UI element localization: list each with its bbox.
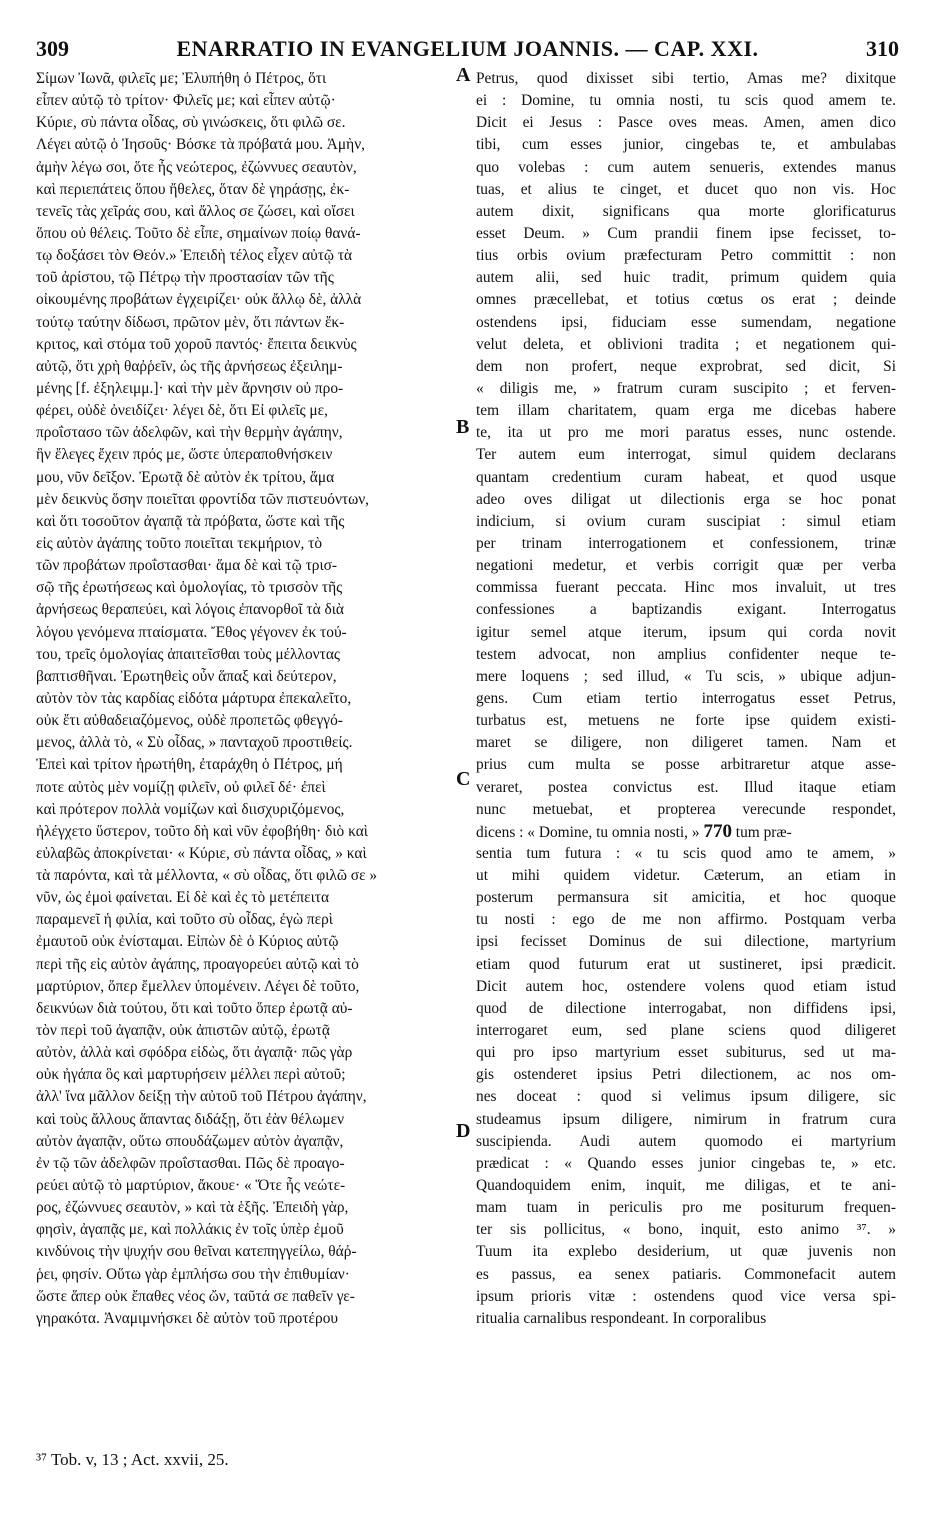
greek-text-line: γηρακότα. Ἀναμιμνήσκει δὲ αὐτὸν τοῦ προτέρου (36, 1309, 339, 1327)
latin-text-line (476, 821, 896, 843)
latin-text-line: esset Deum. » Cum prandii finem ipse fecisset, to- (476, 224, 896, 242)
latin-text-line: ei : Domine, tu omnia nosti, tu scis quod amem te. (476, 92, 896, 110)
latin-text-line: tu nosti : ego de me non affirmo. Postquam verba (476, 911, 896, 929)
greek-text-line: Ἐπεὶ καὶ τρίτον ἠρωτήθη, ἐταράχθη ὁ Πέτρος, μή (36, 756, 343, 774)
latin-text-line: es passus, ea senex patiaris. Commonefacit autem (476, 1265, 896, 1283)
latin-text-line: Tuum ita explebo desiderium, ut quæ juvenis non (476, 1243, 896, 1261)
latin-text-line: tem illam charitatem, quam erga me dicebas habere (476, 402, 896, 420)
right-page-number: 310 (866, 36, 899, 61)
latin-text-line: « diligis me, » fratrum curam suscipito ; et ferven- (476, 379, 896, 397)
latin-text-line: ter sis pollicitus, « bono, inquit, esto animo ³⁷. » (476, 1221, 896, 1239)
latin-text-line: tuas, et alius te cinget, et ducet quo non vis. Hoc (476, 180, 896, 198)
greek-text-line: παραμενεῖ ἡ φιλία, καὶ τοῦτο σὺ οἶδας, ἐγὼ περὶ (36, 911, 333, 929)
latin-text-line: prædicat : « Quando esses junior cingebas te, » etc. (476, 1154, 896, 1172)
latin-text-line: confessiones a baptizandis exigant. Interrogatus (476, 601, 896, 619)
greek-text-line: τῶν προβάτων προΐστασθαι· ἅμα δὲ καὶ τῷ τρισ- (36, 557, 338, 575)
left-page-number: 309 (36, 36, 69, 61)
greek-text-line: ὅπου οὐ θέλεις. Τοῦτο δὲ εἶπε, σημαίνων ποίῳ θανά- (36, 224, 361, 242)
latin-text-line: nunc metuebat, et propterea verecunde respondet, (476, 800, 896, 818)
greek-text-line: Λέγει αὐτῷ ὁ Ἰησοῦς· Βόσκε τὰ πρόβατά μου. Ἀμὴν, (36, 136, 366, 154)
latin-text-line: ipsum prioris vitæ : ostendens quod vice versa spi- (476, 1287, 896, 1305)
latin-text-line: quantam credentium curam habeat, et quod usque (476, 468, 896, 486)
latin-text-line: tius orbis ovium præfecturam Petro committit : non (476, 247, 896, 265)
greek-text-line: τοῦ ἀρίστου, τῷ Πέτρῳ τὴν προστασίαν τῶν τῆς (36, 269, 334, 287)
greek-text-line: ποτε αὐτὸς μὲν νομίζῃ φιλεῖν, οὐ φιλεῖ δέ· ἐπεὶ (36, 778, 326, 796)
greek-text-line: μου, νῦν δεῖξον. Ἐρωτᾷ δὲ αὐτὸν ἐκ τρίτου, ἅμα (36, 468, 335, 486)
greek-text-line: τῳ δοξάσει τὸν Θεόν.» Ἐπειδὴ τέλος εἶχεν αὐτῷ τὰ (36, 247, 353, 265)
latin-text-line: commissa fuerant peccata. Hinc mos invaluit, ut tres (476, 579, 896, 597)
greek-text-line: οἰκουμένης προβάτων ἐγχειρίζει· οὐκ ἄλλῳ δὲ, ἀλλὰ (36, 291, 362, 309)
latin-text-line: Petrus, quod dixisset sibi tertio, Amas me? dixitque (476, 70, 896, 87)
greek-text-line: ἣν ἔλεγες ἔχειν πρός με, ὥστε ὑπεραποθνήσκειν (36, 446, 333, 464)
greek-text-line: καὶ πρότερον πολλὰ νομίζων καὶ διισχυριζόμενος, (36, 800, 345, 818)
greek-text-line: μένης [f. ἐξηλειμμ.]· καὶ τὴν μὲν ἄρνησιν οὐ προ- (36, 379, 344, 397)
latin-text-line: dem non profert, neque exprobrat, sed dicit, Si (476, 357, 896, 375)
greek-text-line: ῥει, φησίν. Οὕτω γὰρ ἐμπλήσω σου τὴν ἐπιθυμίαν· (36, 1265, 350, 1283)
latin-text-line: posterum permansura sit amicitia, et hoc quoque (476, 889, 896, 907)
greek-text-line: βαπτισθῆναι. Ἐρωτηθεὶς οὖν ἅπαξ καὶ δεύτερον, (36, 667, 337, 685)
greek-text-line: αὐτὸν ἀγαπᾷν, οὕτω σπουδάζωμεν αὐτὸν ἀγαπᾷν, (36, 1132, 344, 1150)
greek-text-line: ἀμὴν λέγω σοι, ὅτε ἦς νεώτερος, ἐζώννυες σεαυτὸν, (36, 158, 357, 176)
greek-text-line: εἰς αὐτὸν ἀγάπης τοῦτο ποιεῖται τεκμήριον, τὸ (36, 534, 323, 552)
running-title: ENARRATIO IN EVANGELIUM JOANNIS. — CAP. XXI. (176, 36, 759, 61)
latin-text-line: maret se diligere, non diligeret tamen. Nam et (476, 734, 896, 752)
greek-text-line: οὐκ ἠγάπα ὃς καὶ μαρτυρήσειν μέλλει περὶ αὐτοῦ; (36, 1066, 346, 1084)
greek-text-line: τὰ παρόντα, καὶ τὰ μέλλοντα, « σὺ οἶδας, ὅτι φιλῶ σε » (36, 867, 378, 885)
greek-text-line: ἐμαυτοῦ οὐκ ἐνίσταμαι. Εἰπὼν δὲ ὁ Κύριος αὐτῷ (36, 933, 339, 951)
latin-text-line: gens. Cum etiam tertio interrogatus esset Petrus, (476, 689, 896, 707)
greek-text-line: αὐτὸν τὸν τὰς καρδίας εἰδότα μάρτυρα ἐπεκαλεῖτο, (36, 689, 352, 707)
greek-text-line: αὐτὸν, ἀλλὰ καὶ σφόδρα εἰδὼς, ὅτι ἀγαπᾷ· πῶς γὰρ (36, 1044, 353, 1062)
latin-text-line: etiam quod futurum erat ut sustineret, ipsi prædicit. (476, 955, 896, 973)
latin-text-line: ritualia carnalibus respondeant. In corporalibus (476, 1309, 767, 1327)
latin-text-line: indicium, si ovium curam suscipiat : simul etiam (476, 512, 896, 530)
greek-text-line: ρεύει αὐτῷ τὸ μαρτύριον, ἄκουε· « Ὅτε ἦς νεώτε- (36, 1177, 346, 1195)
greek-text-line: νῦν, ὡς ἐμοὶ φαίνεται. Εἰ δὲ καὶ ἐς τὸ μετέπειτα (36, 889, 330, 907)
latin-text-line: negationi medetur, et verbis corrigit quæ per verba (476, 557, 896, 575)
latin-text-line: turbatus est, metuens ne forte ipse quidem existi- (476, 712, 896, 730)
greek-text-line: οὐκ ἔτι αὐθαδειαζόμενος, οὐδὲ προπετῶς φθεγγό- (36, 712, 343, 730)
greek-text-line: τενεῖς τὰς χεῖράς σου, καὶ ἄλλος σε ζώσει, καὶ οἴσει (36, 202, 355, 220)
section-marker-c: C (456, 768, 471, 790)
latin-text-line: studeamus ipsum diligere, nimirum in fratrum cura (476, 1110, 896, 1128)
latin-text-line: prius cum multa se posse arbitraretur atque asse- (476, 756, 896, 774)
latin-text-line: mere loquens ; sed illud, « Tu scis, » ubique adjun- (476, 667, 896, 685)
greek-text-line: μενος, ἀλλὰ τὸ, « Σὺ οἶδας, » πανταχοῦ προστιθείς. (36, 734, 353, 752)
greek-text-line: καὶ τοὺς ἄλλους ἅπαντας διδάξῃ, ὅτι ἐὰν θέλωμεν (36, 1110, 345, 1128)
latin-text-line: gis ostenderet ipsius Petri dilectionem, ac nos om- (476, 1066, 896, 1084)
greek-text-line: Σίμων Ἰωνᾶ, φιλεῖς με; Ἐλυπήθη ὁ Πέτρος, ὅτι (36, 70, 327, 87)
latin-text-line: Dicit ei Jesus : Pasce oves meas. Amen, amen dico (476, 114, 896, 132)
footnote: ³⁷ Tob. v, 13 ; Act. xxvii, 25. (36, 1450, 229, 1469)
latin-text-line: autem dixit, significans qua morte glorificaturus (476, 202, 896, 220)
latin-text-line: nes doceat : quod si velimus ipsum diligere, sic (476, 1088, 896, 1106)
greek-text-line: καὶ ὅτι τοσοῦτον ἀγαπᾷ τὰ πρόβατα, ὥστε καὶ τῆς (36, 512, 345, 530)
section-marker-d: D (456, 1120, 471, 1142)
latin-text-line: velut deleta, et oblivioni tradita ; et negationem qui- (476, 335, 896, 353)
latin-text-line: suscipienda. Audi autem quomodo ei martyrium (476, 1132, 896, 1150)
latin-text-line: mam tuam in periculis pro me positurum frequen- (476, 1199, 896, 1217)
latin-text-column (476, 68, 896, 1330)
greek-text-line: σῷ τῆς ἐρωτήσεως καὶ ὁμολογίας, τὸ τρισσὸν τῆς (36, 579, 343, 597)
greek-text-line: περὶ τῆς εἰς αὐτὸν ἀγάπης, προαγορεύει αὐτῷ καὶ τὸ (36, 955, 359, 973)
greek-text-column (36, 68, 456, 1330)
latin-text-line: per trinam interrogationem et confessionem, trinæ (476, 534, 896, 552)
latin-text-line: quo volebas : cum autem senueris, extendes manus (476, 158, 896, 176)
greek-text-line: ρος, ἐζώννυες σεαυτὸν, » καὶ τὰ ἑξῆς. Ἐπειδὴ γὰρ, (36, 1199, 349, 1217)
greek-text-line: ἀρνήσεως θεραπεύει, καὶ λόγοις ἐπανορθοῖ τὰ διὰ (36, 601, 344, 619)
greek-text-line: ἐν τῷ τῶν ἀδελφῶν προΐστασθαι. Πῶς δὲ προαγο- (36, 1154, 345, 1172)
greek-text-line: κριτος, καὶ στόμα τοῦ χοροῦ παντός· ἔπειτα δεικνὺς (36, 335, 357, 353)
latin-text-segment: dicens : « Domine, tu omnia nosti, » (476, 823, 700, 841)
greek-text-line: καὶ περιεπάτεις ὅπου ἤθελες, ὅταν δὲ γηράσῃς, ἐκ- (36, 180, 350, 198)
greek-text-line: δεικνύων διὰ τούτου, ὅτι καὶ τοῦτο ὅπερ ἐρωτᾷ αὐ- (36, 999, 353, 1017)
greek-text-line: ὥστε ἅπερ οὐκ ἔπαθες νέος ὤν, ταῦτά σε παθεῖν γε- (36, 1287, 355, 1305)
column-number: 770 (703, 820, 732, 842)
section-marker-a: A (456, 64, 471, 86)
greek-text-line: Κύριε, σὺ πάντα οἶδας, σὺ γινώσκεις, ὅτι φιλῶ σε. (36, 114, 346, 132)
latin-text-line: Dicit autem hoc, ostendere volens quod etiam istud (476, 977, 896, 995)
latin-text-line: ipsi fecisset Dominus de sui dilectione, martyrium (476, 933, 896, 951)
latin-text-line: ostendens ipsi, fiduciam esse sumendam, negatione (476, 313, 896, 331)
greek-text-line: φέρει, οὐδὲ ὀνειδίζει· λέγει δὲ, ὅτι Εἰ φιλεῖς με, (36, 402, 328, 420)
section-marker-b: B (456, 416, 470, 438)
latin-text-line: tibi, cum esses junior, cingebas te, et ambulabas (476, 136, 896, 154)
greek-text-line: εἶπεν αὐτῷ τὸ τρίτον· Φιλεῖς με; καὶ εἶπεν αὐτῷ· (36, 92, 336, 110)
latin-text-line: omnes præcellebat, et totius cœtus os erat ; deinde (476, 291, 896, 309)
greek-text-line: εὐλαβῶς ἀποκρίνεται· « Κύριε, σὺ πάντα οἶδας, » καὶ (36, 844, 367, 862)
greek-text-line: μαρτύριον, ὅπερ ἔμελλεν ὑπομένειν. Λέγει δὲ τοῦτο, (36, 977, 360, 995)
latin-text-line: testem advocat, non amplius confidenter neque te- (476, 645, 896, 663)
latin-text-line: quod de dilectione interrogabat, non diffidens ipsi, (476, 999, 896, 1017)
greek-text-line: αὐτῷ, ὅτι χρὴ θαῤῥεῖν, ὡς τῆς ἀρνήσεως ἐξειλημ- (36, 357, 343, 375)
greek-text-line: κινδύνοις τὴν ψυχήν σου θεῖναι κατεπηγγείλω, θάῤ- (36, 1243, 357, 1261)
greek-text-line: μὲν δεικνὺς ὅσην ποιεῖται φροντίδα τῶν πιστευόντων, (36, 490, 370, 508)
latin-text-segment: tum præ- (735, 823, 792, 841)
greek-text-line: τὸν περὶ τοῦ ἀγαπᾷν, οὐκ ἀπιστῶν αὐτῷ, ἐρωτᾷ (36, 1022, 330, 1040)
latin-text-line: adeo oves diligat ut dilectionis erga se hoc ponat (476, 490, 896, 508)
latin-text-line: igitur semel atque iterum, ipsum qui corda novit (476, 623, 896, 641)
greek-text-line: φησὶν, ἀγαπᾷς με, καὶ πολλάκις ἐν τοῖς ὑπὲρ ἐμοῦ (36, 1221, 344, 1239)
latin-text-line: ut mihi quidem videtur. Cæterum, an etiam in (476, 867, 896, 885)
greek-text-line: του, τρεῖς ὁμολογίας ἀπαιτεῖσθαι τοὺς μέλλοντας (36, 645, 340, 663)
greek-text-line: ἀλλ' ἵνα μᾶλλον δείξῃ τὴν αὐτοῦ τοῦ Πέτρου ἀγάπην, (36, 1088, 367, 1106)
latin-text-line: Ter autem eum interrogat, simul quidem declarans (476, 446, 896, 464)
latin-text-line: sentia tum futura : « tu scis quod amo te amem, » (476, 844, 896, 862)
latin-text-line: Quandoquidem enim, inquit, me diligas, et te ani- (476, 1177, 896, 1195)
greek-text-line: ἠλέγχετο ὕστερον, τοῦτο δὴ καὶ νῦν ἐφοβήθη· διὸ καὶ (36, 822, 368, 840)
running-header (36, 36, 899, 66)
greek-text-line: τούτῳ ταύτην δίδωσι, πρῶτον μὲν, ὅτι πάντων ἔκ- (36, 313, 345, 331)
latin-text-line: qui pro ipso martyrium esset subiturus, sed ut ma- (476, 1044, 896, 1062)
latin-text-line: autem alii, sed huic tradit, primum quidem quia (476, 269, 896, 287)
latin-text-line: interrogaret eum, sed plane sciens quod diligeret (476, 1022, 896, 1040)
greek-text-line: προΐστασο τῶν ἀδελφῶν, καὶ τὴν θερμὴν ἀγάπην, (36, 424, 343, 442)
latin-text-line: te, ita ut pro me mori paratus esses, nunc ostende. (476, 424, 896, 442)
greek-text-line: λόγου γενόμενα πταίσματα. Ἔθος γέγονεν ἐκ τού- (36, 623, 347, 641)
latin-text-line: veraret, postea convictus est. Illud itaque etiam (476, 778, 896, 796)
